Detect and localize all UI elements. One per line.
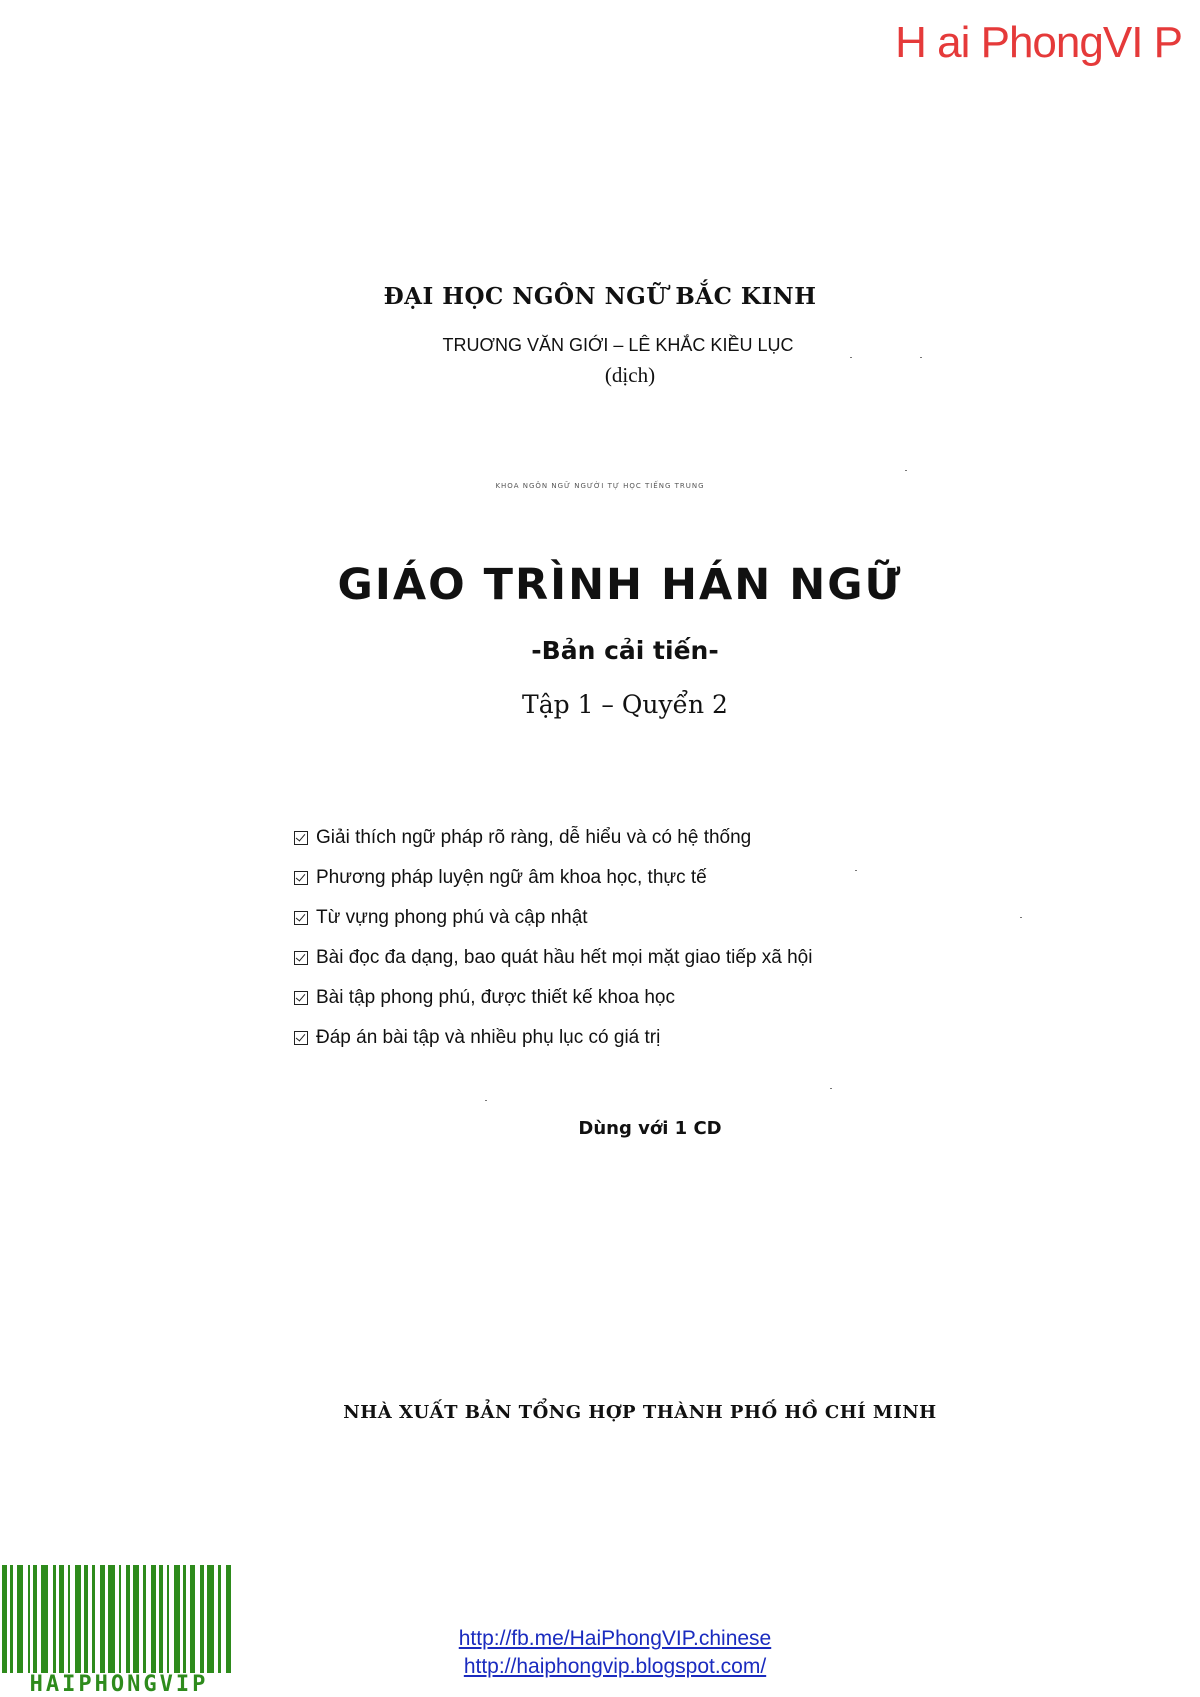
scan-speck: [485, 1100, 487, 1101]
list-item: [294, 858, 812, 898]
tiny-note: KHOA NGÔN NGỮ NGƯỜI TỰ HỌC TIẾNG TRUNG: [495, 482, 705, 490]
list-item: [294, 818, 812, 858]
scan-speck: [920, 357, 922, 358]
feature-text: Bài đọc đa dạng, bao quát hầu hết mọi mặt giao tiếp xã hội: [316, 947, 813, 968]
scan-speck: [1020, 917, 1022, 918]
feature-text: Bài tập phong phú, được thiết kế khoa học: [316, 987, 675, 1008]
checkbox-icon: [294, 951, 308, 965]
checkbox-icon: [294, 991, 308, 1005]
cd-note: Dùng với 1 CD: [578, 1118, 722, 1139]
publisher-name: NHÀ XUẤT BẢN TỔNG HỢP THÀNH PHỐ HỒ CHÍ MINH: [343, 1402, 937, 1423]
book-subtitle: -Bản cải tiến-: [531, 636, 719, 665]
feature-text: Phương pháp luyện ngữ âm khoa học, thực tế: [316, 867, 707, 888]
scan-speck: [855, 870, 857, 871]
links: [0, 1625, 1200, 1681]
checkbox-icon: [294, 831, 308, 845]
list-item: [294, 1018, 812, 1058]
watermark-text: H ai PhongVI P: [895, 18, 1182, 67]
feature-text: Từ vựng phong phú và cập nhật: [316, 907, 588, 928]
university-name: ĐẠI HỌC NGÔN NGỮ BẮC KINH: [383, 283, 817, 310]
authors: TRUƠNG VĂN GIỚI – LÊ KHẮC KIỀU LỤC: [442, 335, 794, 355]
facebook-link[interactable]: http://fb.me/HaiPhongVIP.chinese: [458, 1627, 772, 1650]
feature-list: [294, 818, 812, 1058]
list-item: [294, 978, 812, 1018]
list-item: [294, 898, 812, 938]
list-item: [294, 938, 812, 978]
checkbox-icon: [294, 1031, 308, 1045]
volume-label: Tập 1 – Quyển 2: [522, 690, 728, 719]
feature-text: Giải thích ngữ pháp rõ ràng, dễ hiểu và có hệ thống: [316, 827, 752, 848]
feature-text: Đáp án bài tập và nhiều phụ lục có giá trị: [316, 1027, 661, 1048]
blog-link[interactable]: http://haiphongvip.blogspot.com/: [463, 1655, 767, 1678]
checkbox-icon: [294, 871, 308, 885]
scan-speck: [850, 357, 852, 358]
logo-text: HAIPHONGVIP: [0, 1673, 238, 1697]
scan-speck: [830, 1088, 832, 1089]
checkbox-icon: [294, 911, 308, 925]
translation-note: (dịch): [604, 363, 656, 387]
scan-speck: [905, 470, 907, 471]
book-title: GIÁO TRÌNH HÁN NGỮ: [337, 560, 903, 610]
